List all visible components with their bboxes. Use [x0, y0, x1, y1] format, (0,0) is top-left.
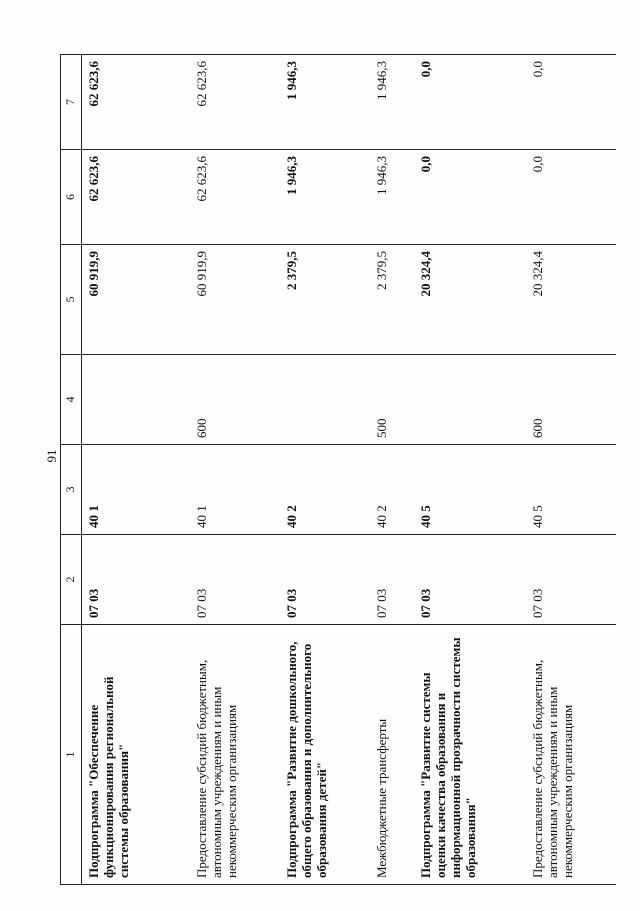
cell-col-4	[414, 355, 526, 445]
cell-col-4: 500	[370, 355, 414, 445]
table-row	[190, 55, 280, 885]
cell-col-4	[82, 355, 190, 445]
cell-col-6: 1 946,3	[280, 150, 370, 245]
header-col-2: 2	[61, 535, 82, 625]
header-col-7: 7	[61, 55, 82, 150]
cell-col-1: Предоставление субсидий бюджетным, автономным учреждениям и иным некоммерческим организациям	[526, 625, 616, 885]
cell-col-2: 07 03	[190, 535, 280, 625]
cell-col-1: Межбюджетные трансферты	[370, 625, 414, 885]
cell-col-3: 40 2	[280, 445, 370, 535]
table-row	[414, 55, 526, 885]
cell-col-6: 62 623,6	[82, 150, 190, 245]
cell-col-2: 07 03	[526, 535, 616, 625]
cell-col-6: 0,0	[414, 150, 526, 245]
cell-col-1: Подпрограмма "Обеспечение функционирования региональной системы образования"	[82, 625, 190, 885]
cell-col-1: Предоставление субсидий бюджетным, автономным учреждениям и иным некоммерческим организациям	[190, 625, 280, 885]
header-col-5: 5	[61, 245, 82, 355]
table-row	[280, 55, 370, 885]
cell-col-5: 20 324,4	[526, 245, 616, 355]
cell-col-6: 1 946,3	[370, 150, 414, 245]
cell-col-5: 20 324,4	[414, 245, 526, 355]
cell-col-4	[280, 355, 370, 445]
cell-col-4: 600	[190, 355, 280, 445]
cell-col-3: 40 5	[414, 445, 526, 535]
table-row	[370, 55, 414, 885]
table-row	[526, 55, 616, 885]
cell-col-2: 07 03	[280, 535, 370, 625]
cell-col-3: 40 1	[190, 445, 280, 535]
cell-col-1: Подпрограмма "Развитие дошкольного, общего образования и дополнительного образования детей"	[280, 625, 370, 885]
cell-col-7: 1 946,3	[370, 55, 414, 150]
cell-col-5: 60 919,9	[82, 245, 190, 355]
cell-col-5: 60 919,9	[190, 245, 280, 355]
page-number: 91	[44, 449, 59, 463]
cell-col-3: 40 5	[526, 445, 616, 535]
budget-table	[60, 54, 616, 885]
cell-col-6: 0,0	[526, 150, 616, 245]
cell-col-6: 62 623,6	[190, 150, 280, 245]
cell-col-3: 40 2	[370, 445, 414, 535]
table-body	[82, 55, 616, 885]
cell-col-5: 2 379,5	[280, 245, 370, 355]
cell-col-7: 1 946,3	[280, 55, 370, 150]
header-col-4: 4	[61, 355, 82, 445]
table-row	[82, 55, 190, 885]
header-col-6: 6	[61, 150, 82, 245]
cell-col-7: 0,0	[414, 55, 526, 150]
cell-col-2: 07 03	[370, 535, 414, 625]
cell-col-3: 40 1	[82, 445, 190, 535]
cell-col-7: 0,0	[526, 55, 616, 150]
cell-col-4: 600	[526, 355, 616, 445]
cell-col-7: 62 623,6	[190, 55, 280, 150]
cell-col-2: 07 03	[414, 535, 526, 625]
header-col-1: 1	[61, 625, 82, 885]
cell-col-7: 62 623,6	[82, 55, 190, 150]
rotated-table-container	[60, 55, 610, 885]
cell-col-2: 07 03	[82, 535, 190, 625]
cell-col-1: Подпрограмма "Развитие системы оценки качества образования и информационной прозрачности системы образования"	[414, 625, 526, 885]
header-row	[61, 55, 82, 885]
header-col-3: 3	[61, 445, 82, 535]
cell-col-5: 2 379,5	[370, 245, 414, 355]
